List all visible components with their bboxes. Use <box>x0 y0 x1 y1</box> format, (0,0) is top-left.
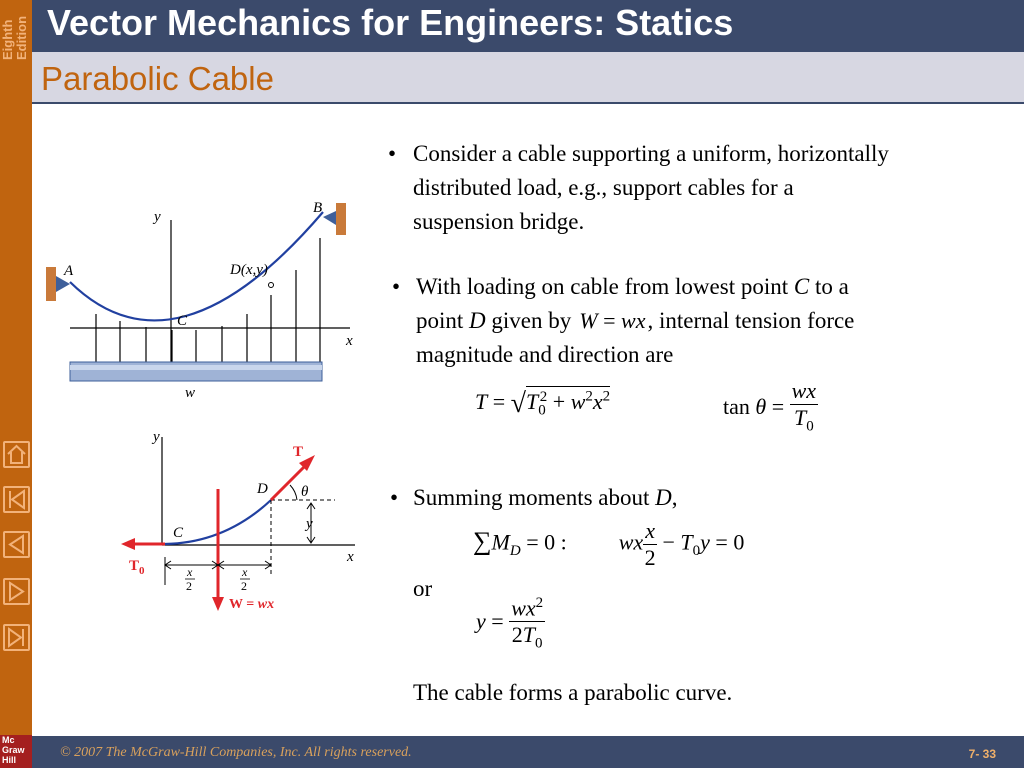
bullet-marker-3: • <box>390 485 399 510</box>
free-body-diagram <box>115 425 370 620</box>
last-slide-button[interactable] <box>3 624 30 651</box>
t0-label: $T_0$ <box>129 558 145 577</box>
cable-curve <box>70 212 323 320</box>
left-sidebar <box>0 0 32 768</box>
deck-highlight <box>70 365 322 370</box>
subheader-bar <box>32 52 1024 104</box>
last-slide-icon <box>5 626 28 649</box>
label-a: A <box>64 263 74 279</box>
point-d-marker <box>269 283 274 288</box>
label-d: D(x,y) <box>230 262 268 278</box>
fbd-x-label: x <box>347 549 354 565</box>
hanger-lines <box>96 238 320 363</box>
course-title: Vector Mechanics for Engineers: Statics <box>47 2 734 43</box>
home-icon <box>5 443 28 466</box>
support-a-wall <box>46 267 56 301</box>
theta-arc <box>290 485 297 500</box>
fbd-label-d: D <box>257 481 268 497</box>
x-axis-label: x <box>346 333 353 349</box>
support-b-pin <box>323 211 336 225</box>
logo-line-2: Graw <box>2 745 25 755</box>
header-bar <box>32 0 1024 52</box>
half-x-denominator-2: 2 <box>241 579 247 593</box>
copyright-text: © 2007 The McGraw-Hill Companies, Inc. All rights reserved. <box>60 745 412 760</box>
edition-label <box>1 2 31 62</box>
bullet-2-line-3: magnitude and direction are <box>416 342 674 367</box>
load-equation: W = wx <box>579 308 646 333</box>
bullet-2-line-1: With loading on cable from lowest point C to a <box>416 274 849 299</box>
edition-line-2: Edition <box>14 15 29 60</box>
slide-title: Parabolic Cable <box>41 60 274 97</box>
label-c: C <box>177 313 188 329</box>
t0-arrowhead <box>121 538 135 550</box>
cable-load-figure <box>40 195 370 405</box>
angle-equation: tan θ = $\frac{wx}{T_0}$ <box>723 378 818 439</box>
page-number: 7- 33 <box>968 747 996 761</box>
bullet-marker-1: • <box>388 141 397 166</box>
logo-line-3: Hill <box>2 755 17 765</box>
next-slide-button[interactable] <box>3 578 30 605</box>
mcgraw-hill-logo <box>0 735 32 768</box>
tension-equation: $T = √T_0^2 + w^2x^2$ <box>475 388 611 419</box>
footer-bar <box>32 736 1024 768</box>
previous-slide-button[interactable] <box>3 531 30 558</box>
tension-label: T <box>293 444 304 460</box>
support-b-wall <box>336 203 346 235</box>
moment-equation: $\sum M_D = 0$ : wx $\frac{x}{2}$ − $T_0y = 0$ <box>473 518 745 570</box>
next-slide-icon <box>5 580 28 603</box>
deck-load-bar <box>70 362 322 381</box>
sqrt-sign: √ <box>510 388 527 419</box>
bullet-1-line-2: distributed load, e.g., support cables for a <box>413 175 794 200</box>
parabola-equation: y = $\frac{wx^2}{2T_0}$ <box>476 590 545 657</box>
parabola-fraction: $\frac{wx^2}{2T_0}$ <box>509 590 545 657</box>
bullet-1-line-3: suspension bridge. <box>413 209 585 234</box>
y-axis-label: y <box>154 209 161 225</box>
theta-label: θ <box>301 484 309 500</box>
half-x-numerator-2: x <box>242 565 248 579</box>
bullet-2-line-2: point D given by W = wx, internal tension force <box>416 304 854 338</box>
y-dimension-label: y <box>306 516 313 532</box>
fbd-label-c: C <box>173 525 184 541</box>
label-b: B <box>313 200 323 216</box>
bullet-1-line-1: Consider a cable supporting a uniform, horizontally <box>413 141 889 166</box>
angle-fraction: $\frac{wx}{T_0}$ <box>791 378 817 435</box>
moment-fraction: $\frac{x}{2}$ <box>644 518 656 570</box>
home-button[interactable] <box>3 441 30 468</box>
bullet-3-line: Summing moments about D, <box>413 485 678 510</box>
conclusion-text: The cable forms a parabolic curve. <box>413 680 733 705</box>
edition-line-1: Eighth <box>0 19 15 60</box>
label-w: w <box>185 385 196 401</box>
bullet-marker-2: • <box>392 274 401 299</box>
previous-slide-icon <box>5 533 28 556</box>
half-x-denominator-1: 2 <box>186 579 192 593</box>
first-slide-button[interactable] <box>3 486 30 513</box>
half-x-numerator-1: x <box>187 565 193 579</box>
fbd-y-label: y <box>153 429 160 445</box>
logo-line-1: Mc <box>2 735 15 745</box>
or-text: or <box>413 576 433 601</box>
first-slide-icon <box>5 488 28 511</box>
weight-arrowhead <box>212 597 224 611</box>
weight-label: W = wx <box>229 597 275 612</box>
